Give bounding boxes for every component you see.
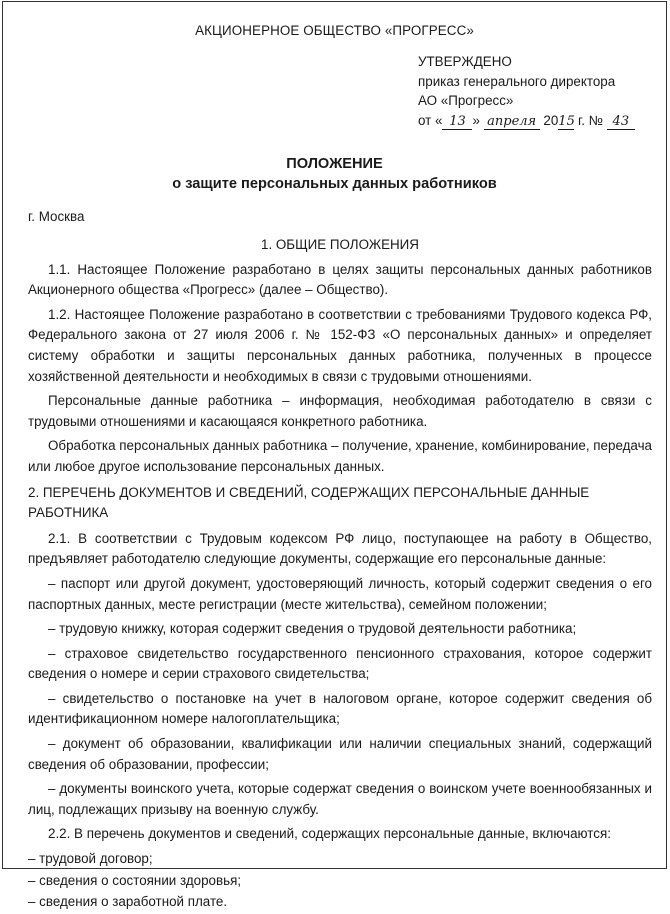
section-1-paragraph-3: Персональные данные работника – информация, необходимая работодателю в связи с трудовыми отношениями и касающаяся конкретного работника. bbox=[28, 393, 652, 429]
document-body bbox=[28, 235, 652, 914]
list-item: – документ об образовании, квалификации или наличии специальных знаний, содержащий сведения об образовании, профессии; bbox=[28, 736, 652, 772]
quote-close: » bbox=[472, 113, 480, 129]
section-2-paragraph-1: 2.1. В соответствии с Трудовым кодексом РФ лицо, поступающее на работу в Общество, предъявляет работодателю следующие документы, содержащие его персональные данные: bbox=[28, 530, 652, 567]
approval-year: 15 bbox=[558, 114, 575, 130]
list-item: – трудовой договор; bbox=[28, 851, 153, 867]
document-title bbox=[3, 154, 666, 194]
list-item: – документы воинского учета, которые содержат сведения о воинском учете военнообязанных и лиц, подлежащих призыву на военную службу. bbox=[28, 781, 652, 817]
section-2-heading: 2. ПЕРЕЧЕНЬ ДОКУМЕНТОВ И СВЕДЕНИЙ, СОДЕРЖАЩИХ ПЕРСОНАЛЬНЫЕ ДАННЫЕ РАБОТНИКА bbox=[28, 484, 590, 521]
city: г. Москва bbox=[28, 209, 85, 224]
approval-month: апреля bbox=[484, 114, 540, 130]
section-1-paragraph-4: Обработка персональных данных работника – получение, хранение, комбинирование, передача или любое другое использование персональных данных. bbox=[28, 438, 652, 474]
approval-day: 13 bbox=[442, 114, 472, 130]
year-separator: г. № bbox=[578, 113, 604, 129]
list-item: – паспорт или другой документ, удостоверяющий личность, который содержит сведения о его паспортных данных, месте регистрации (месте жительства), семейном положении; bbox=[28, 575, 652, 612]
approval-order: приказ генерального директора bbox=[418, 73, 616, 89]
year-prefix: 20 bbox=[543, 113, 559, 129]
approval-date-line bbox=[418, 111, 635, 131]
approval-block bbox=[418, 52, 635, 131]
list-item: – трудовую книжку, которая содержит сведения о трудовой деятельности работника; bbox=[48, 621, 577, 637]
section-1-paragraph-1: 1.1. Настоящее Положение разработано в целях защиты персональных данных работников Акционерного общества «Прогресс» (далее – Общество). bbox=[28, 261, 652, 298]
list-item: – сведения о заработной плате. bbox=[28, 894, 228, 910]
date-prefix: от « bbox=[418, 113, 443, 129]
title-line-1: ПОЛОЖЕНИЕ bbox=[286, 156, 383, 172]
approval-company: АО «Прогресс» bbox=[418, 93, 514, 109]
section-1-paragraph-2: 1.2. Настоящее Положение разработано в соответствии с требованиями Трудового кодекса РФ, Федерального закона от 27 июля 2006 г. № 152-ФЗ «О персональных данных» и определяет систему обработки и защиты персональных данных работника, полученных в процессе хозяйственной деятельности и необходимых в связи с трудовыми отношениями. bbox=[28, 306, 652, 384]
list-item: – страховое свидетельство государственного пенсионного страхования, которое содержит сведения о номере и серии страхового свидетельства; bbox=[28, 645, 652, 682]
organization-name: АКЦИОНЕРНОЕ ОБЩЕСТВО «ПРОГРЕСС» bbox=[195, 23, 474, 38]
list-item: – свидетельство о постановке на учет в налоговом органе, которое содержит сведения об идентификационном номере налогоплательщика; bbox=[28, 690, 652, 727]
approval-status: УТВЕРЖДЕНО bbox=[418, 54, 512, 69]
section-2-paragraph-2: 2.2. В перечень документов и сведений, содержащих персональные данные, включаются: bbox=[48, 826, 611, 842]
title-line-2: о защите персональных данных работников bbox=[172, 176, 497, 192]
approval-number: 43 bbox=[607, 114, 635, 130]
section-1-heading: 1. ОБЩИЕ ПОЛОЖЕНИЯ bbox=[261, 237, 419, 252]
document-page bbox=[2, 1, 667, 910]
list-item: – сведения о состоянии здоровья; bbox=[28, 872, 242, 888]
